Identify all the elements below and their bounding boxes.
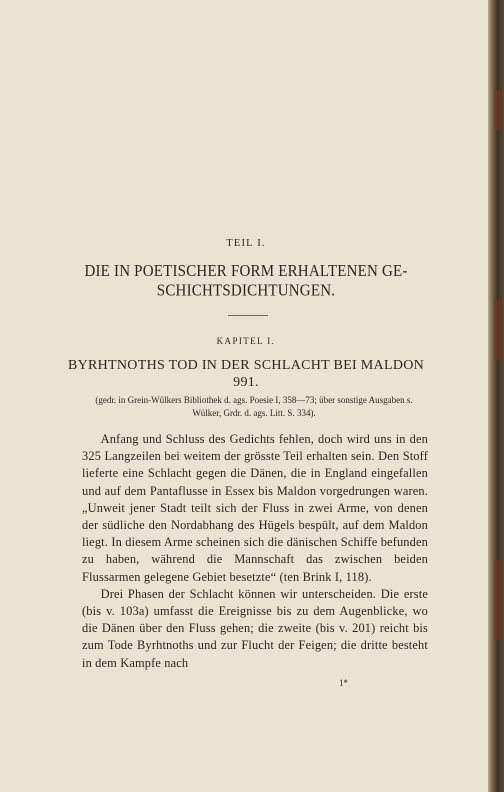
- signature-mark: 1*: [339, 678, 348, 688]
- binding-mark: [494, 90, 500, 130]
- chapter-title: BYRHTNOTHS TOD IN DER SCHLACHT BEI MALDON 991.: [67, 358, 425, 390]
- body-text: [82, 431, 428, 672]
- divider-rule: [228, 315, 268, 316]
- binding-mark: [494, 300, 500, 360]
- chapter-label: KAPITEL I.: [216, 336, 276, 346]
- part-label: TEIL I.: [226, 238, 266, 249]
- source-note: (gedr. in Grein-Wülkers Bibliothek d. ags. Poesie I, 358—73; über sonstige Ausgaben s. Wülker, Grdr. d. ags. Litt. S. 334).: [95, 395, 413, 418]
- body-paragraph: Anfang und Schluss des Gedichts fehlen, doch wird uns in den 325 Langzeilen bei weitem der grösste Teil erhalten sein. Den Stoff lieferte eine Schlacht gegen die Dänen, die in England eingefallen und auf dem Pantaflusse in Essex bis Maldon vorgedrungen waren. „Unweit jener Stadt teilt sich der Fluss in zwei Arme, von denen der südliche den Nordabhang des Hügels bespült, auf dem Maldon liegt. In diesem Arme scheinen sich die dänischen Schiffe befunden zu haben, während die Mannschaft das zwischen beiden Flussarmen gelegene Gebiet besetzte“ (ten Brink I, 118).: [82, 432, 428, 584]
- section-heading: DIE IN POETISCHER FORM ERHALTENEN GE-SCHICHTSDICHTUNGEN.: [84, 262, 408, 300]
- body-paragraph: Drei Phasen der Schlacht können wir unterscheiden. Die erste (bis v. 103a) umfasst die Ereignisse bis zu dem Augenblicke, wo die Dänen über den Fluss gehen; die zweite (bis v. 201) reicht bis zum Tode Byrhtnoths und zur Flucht der Feigen; die dritte besteht in dem Kampfe nach: [82, 586, 428, 670]
- binding-mark: [494, 560, 500, 640]
